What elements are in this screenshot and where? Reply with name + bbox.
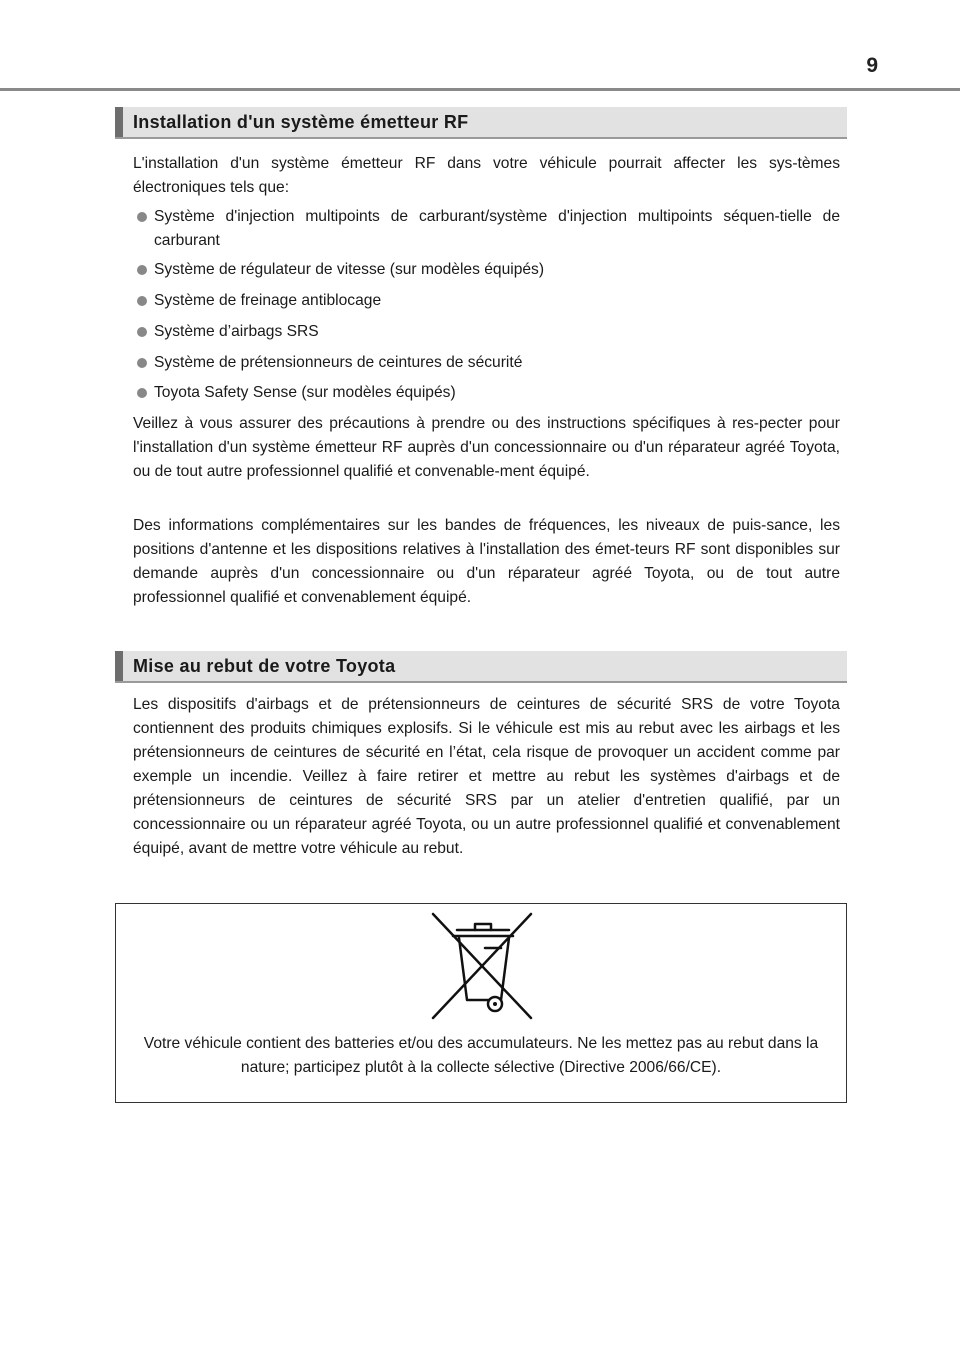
bullet-item-airbags [137,320,840,344]
bullet-text: Système de freinage antiblocage [154,292,382,309]
bullet-text: Système de prétensionneurs de ceintures de sécurité [154,354,523,371]
section-header-rf [115,107,847,139]
rf-intro-paragraph: L'installation d'un système émetteur RF dans votre véhicule pourrait affecter les sys-tèmes électroniques tels que: [133,155,840,196]
bullet-text: Système de régulateur de vitesse (sur modèles équipés) [154,261,545,278]
battery-notice-box [115,903,847,1103]
bullet-text: Toyota Safety Sense (sur modèles équipés) [154,384,456,401]
bullet-dot-icon [137,358,147,368]
section-header-disposal [115,651,847,683]
bullet-dot-icon [137,212,147,222]
bullet-item-cruise-control [137,258,840,282]
bullet-item-abs [137,289,840,313]
page-number: 9 [866,54,878,77]
section-header-bar [115,651,123,681]
battery-notice-text: Votre véhicule contient des batteries et/ou des accumulateurs. Ne les mettez pas au rebut dans la nature; participez plutôt à la collecte sélective (Directive 2006/66/CE). [143,1035,819,1076]
bullet-text: Système d’airbags SRS [154,323,319,340]
bullet-dot-icon [137,327,147,337]
rf-information-paragraph: Des informations complémentaires sur les bandes de fréquences, les niveaux de puis-sance, les positions d'antenne et les dispositions relatives à l'installation des émet-teurs RF sont disponibles sur demande auprès d'un concessionnaire ou d'un réparateur agréé Toyota, ou de tout autre professionnel qualifié et convenablement équipé. [133,517,840,606]
bullet-dot-icon [137,388,147,398]
bullet-item-injection [137,205,840,253]
crossed-out-wheelie-bin-icon [427,908,537,1024]
top-rule [0,88,960,91]
bullet-item-pretensioners [137,351,840,375]
rf-precautions-paragraph: Veillez à vous assurer des précautions à prendre ou des instructions spécifiques à res-pecter pour l'installation d'un système émetteur RF auprès d'un concessionnaire ou d'un réparateur agréé Toyota, ou de tout autre professionnel qualifié et convenable-ment équipé. [133,415,840,480]
bullet-text: Système d'injection multipoints de carburant/système d'injection multipoints séquen-tielle de carburant [154,208,840,249]
bullet-dot-icon [137,296,147,306]
disposal-paragraph: Les dispositifs d'airbags et de prétensionneurs de ceintures de sécurité SRS de votre Toyota contiennent des produits chimiques explosifs. Si le véhicule est mis au rebut avec les airbags et les prétensionneurs de ceintures de sécurité en l’état, cela risque de provoquer un accident comme par exemple un incendie. Veillez à faire retirer et mettre au rebut les systèmes d'airbags et de prétensionneurs de ceintures de sécurité SRS par un atelier d'entretien qualifié, par un concessionnaire ou un réparateur agréé Toyota, ou un autre professionnel qualifié et convenablement équipé, avant de mettre votre véhicule au rebut. [133,696,840,857]
bullet-dot-icon [137,265,147,275]
section-header-bar [115,107,123,137]
bullet-item-safety-sense [137,381,840,405]
section-title-rf: Installation d'un système émetteur RF [133,112,469,132]
section-title-disposal: Mise au rebut de votre Toyota [133,656,396,676]
